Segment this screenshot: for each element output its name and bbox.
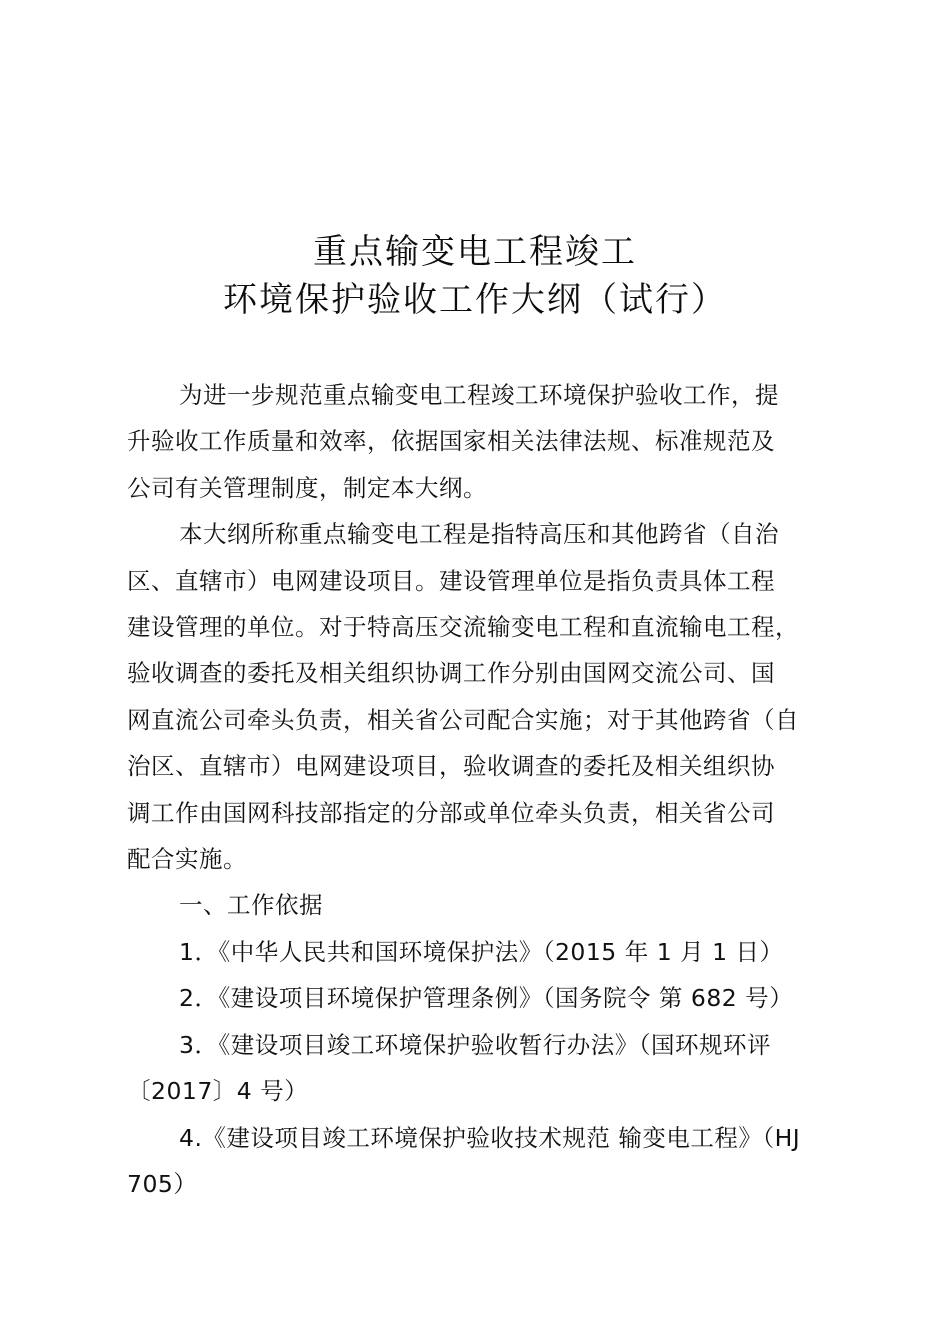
text-line: 本大纲所称重点输变电工程是指特高压和其他跨省（自治 [179,520,779,549]
text-line: 区、直辖市）电网建设项目。建设管理单位是指负责具体工程 [127,566,775,595]
basis-item-4 [127,1115,827,1208]
text-line: 4.《建设项目竣工环境保护验收技术规范 输变电工程》（HJ [179,1123,801,1152]
text-line: 调工作由国网科技部指定的分部或单位牵头负责，相关省公司 [127,798,775,827]
scope-paragraph [127,511,827,882]
text-line: 建设管理的单位。对于特高压交流输变电工程和直流输电工程， [127,613,799,642]
text-line: 〔2017〕4 号） [127,1077,309,1106]
basis-item-2 [127,975,827,1021]
title-line-1: 重点输变电工程竣工 [313,232,637,272]
document-body [127,372,827,1207]
basis-item-3 [127,1022,827,1115]
text-line: 验收调查的委托及相关组织协调工作分别由国网交流公司、国 [127,659,775,688]
text-line: 3．《建设项目竣工环境保护验收暂行办法》（国环规环评 [179,1030,771,1059]
text-line: 治区、直辖市）电网建设项目，验收调查的委托及相关组织协 [127,752,775,781]
text-line: 网直流公司牵头负责，相关省公司配合实施；对于其他跨省（自 [127,705,799,734]
text-line: 为进一步规范重点输变电工程竣工环境保护验收工作，提 [179,381,779,409]
text-line: 705） [127,1169,198,1198]
intro-paragraph [127,372,827,511]
text-line: 公司有关管理制度，制定本大纲。 [127,473,487,502]
basis-item-1 [127,929,827,975]
document-title [0,228,950,324]
text-line: 升验收工作质量和效率，依据国家相关法律法规、标准规范及 [127,427,775,456]
title-line-2: 环境保护验收工作大纲（试行） [223,280,727,320]
text-line: 2．《建设项目环境保护管理条例》（国务院令 第 682 号） [179,984,794,1013]
text-line: 1．《中华人民共和国环境保护法》（2015 年 1 月 1 日） [179,937,784,966]
text-line: 配合实施。 [127,845,247,874]
section-heading: 一、工作依据 [179,891,323,920]
